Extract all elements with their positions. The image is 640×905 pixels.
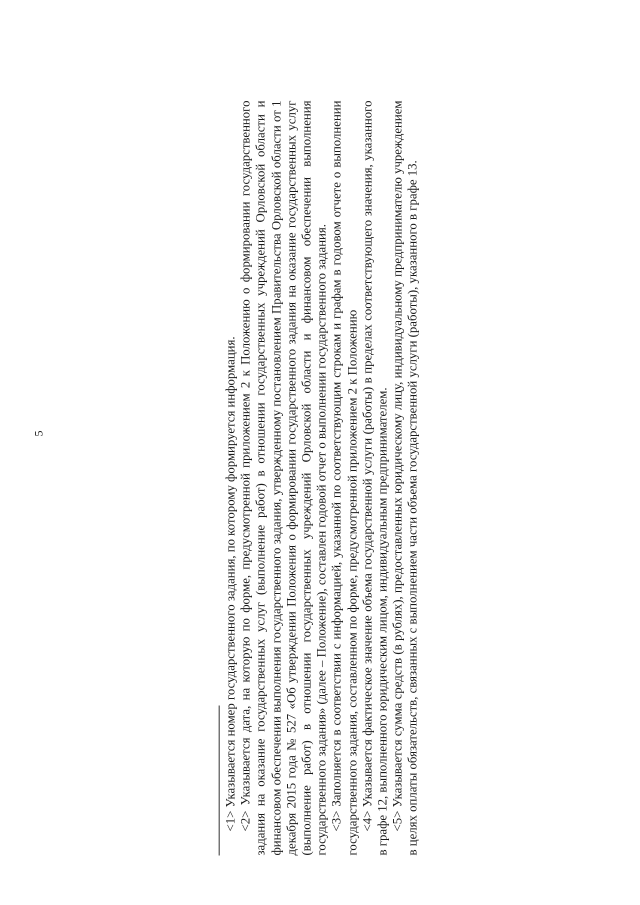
footnote-4: <4> Указывается фактическое значение объема государственной услуги (работы) в пределах соответствующего значения, указанного в графе 12, выполненного юридическим лицом, индивидуальным предпринимателем. (360, 100, 390, 856)
footnote-5: <5> Указывается сумма средств (в рублях), предоставленных юридическому лицу, индивидуальному предпринимателю учреждением в целях оплаты обязательств, связанных с выполнением части объема государственной услуги (работы), указанного в графе 13. (390, 100, 421, 856)
footnotes-block (219, 101, 422, 856)
page-number: 5 (31, 430, 46, 437)
footnote-1: <1> Указывается номер государственного задания, по которому формируется информация. (223, 336, 238, 832)
footnote-3: <3> Заполняется в соответствии с информацией, указанной по соответствующим строкам и графам в годовом отчете о выполнении государственного задания, составленном по форме, предусмотренной приложением 2 к Положению (330, 100, 360, 856)
footnote-separator (219, 706, 220, 856)
footnote-2: <2> Указывается дата, на которую по форме, предусмотренной приложением 2 к Положению о формировании государственного задания на оказание государственных услуг (выполнение работ) в отношении государственных учреждений Орловской области и финансовом обеспечении выполнения государственного задания, утвержденному постановлением Правительства Орловской области от 1 декабря 2015 года № 527 «Об утверждении Положения о формировании государственного задания на оказание государственных услуг (выполнение работ) в отношении государственных учреждений Орловской области и финансовом обеспечении выполнения государственного задания» (далее – Положение), составлен годовой отчет о выполнении государственного задания. (238, 100, 329, 856)
